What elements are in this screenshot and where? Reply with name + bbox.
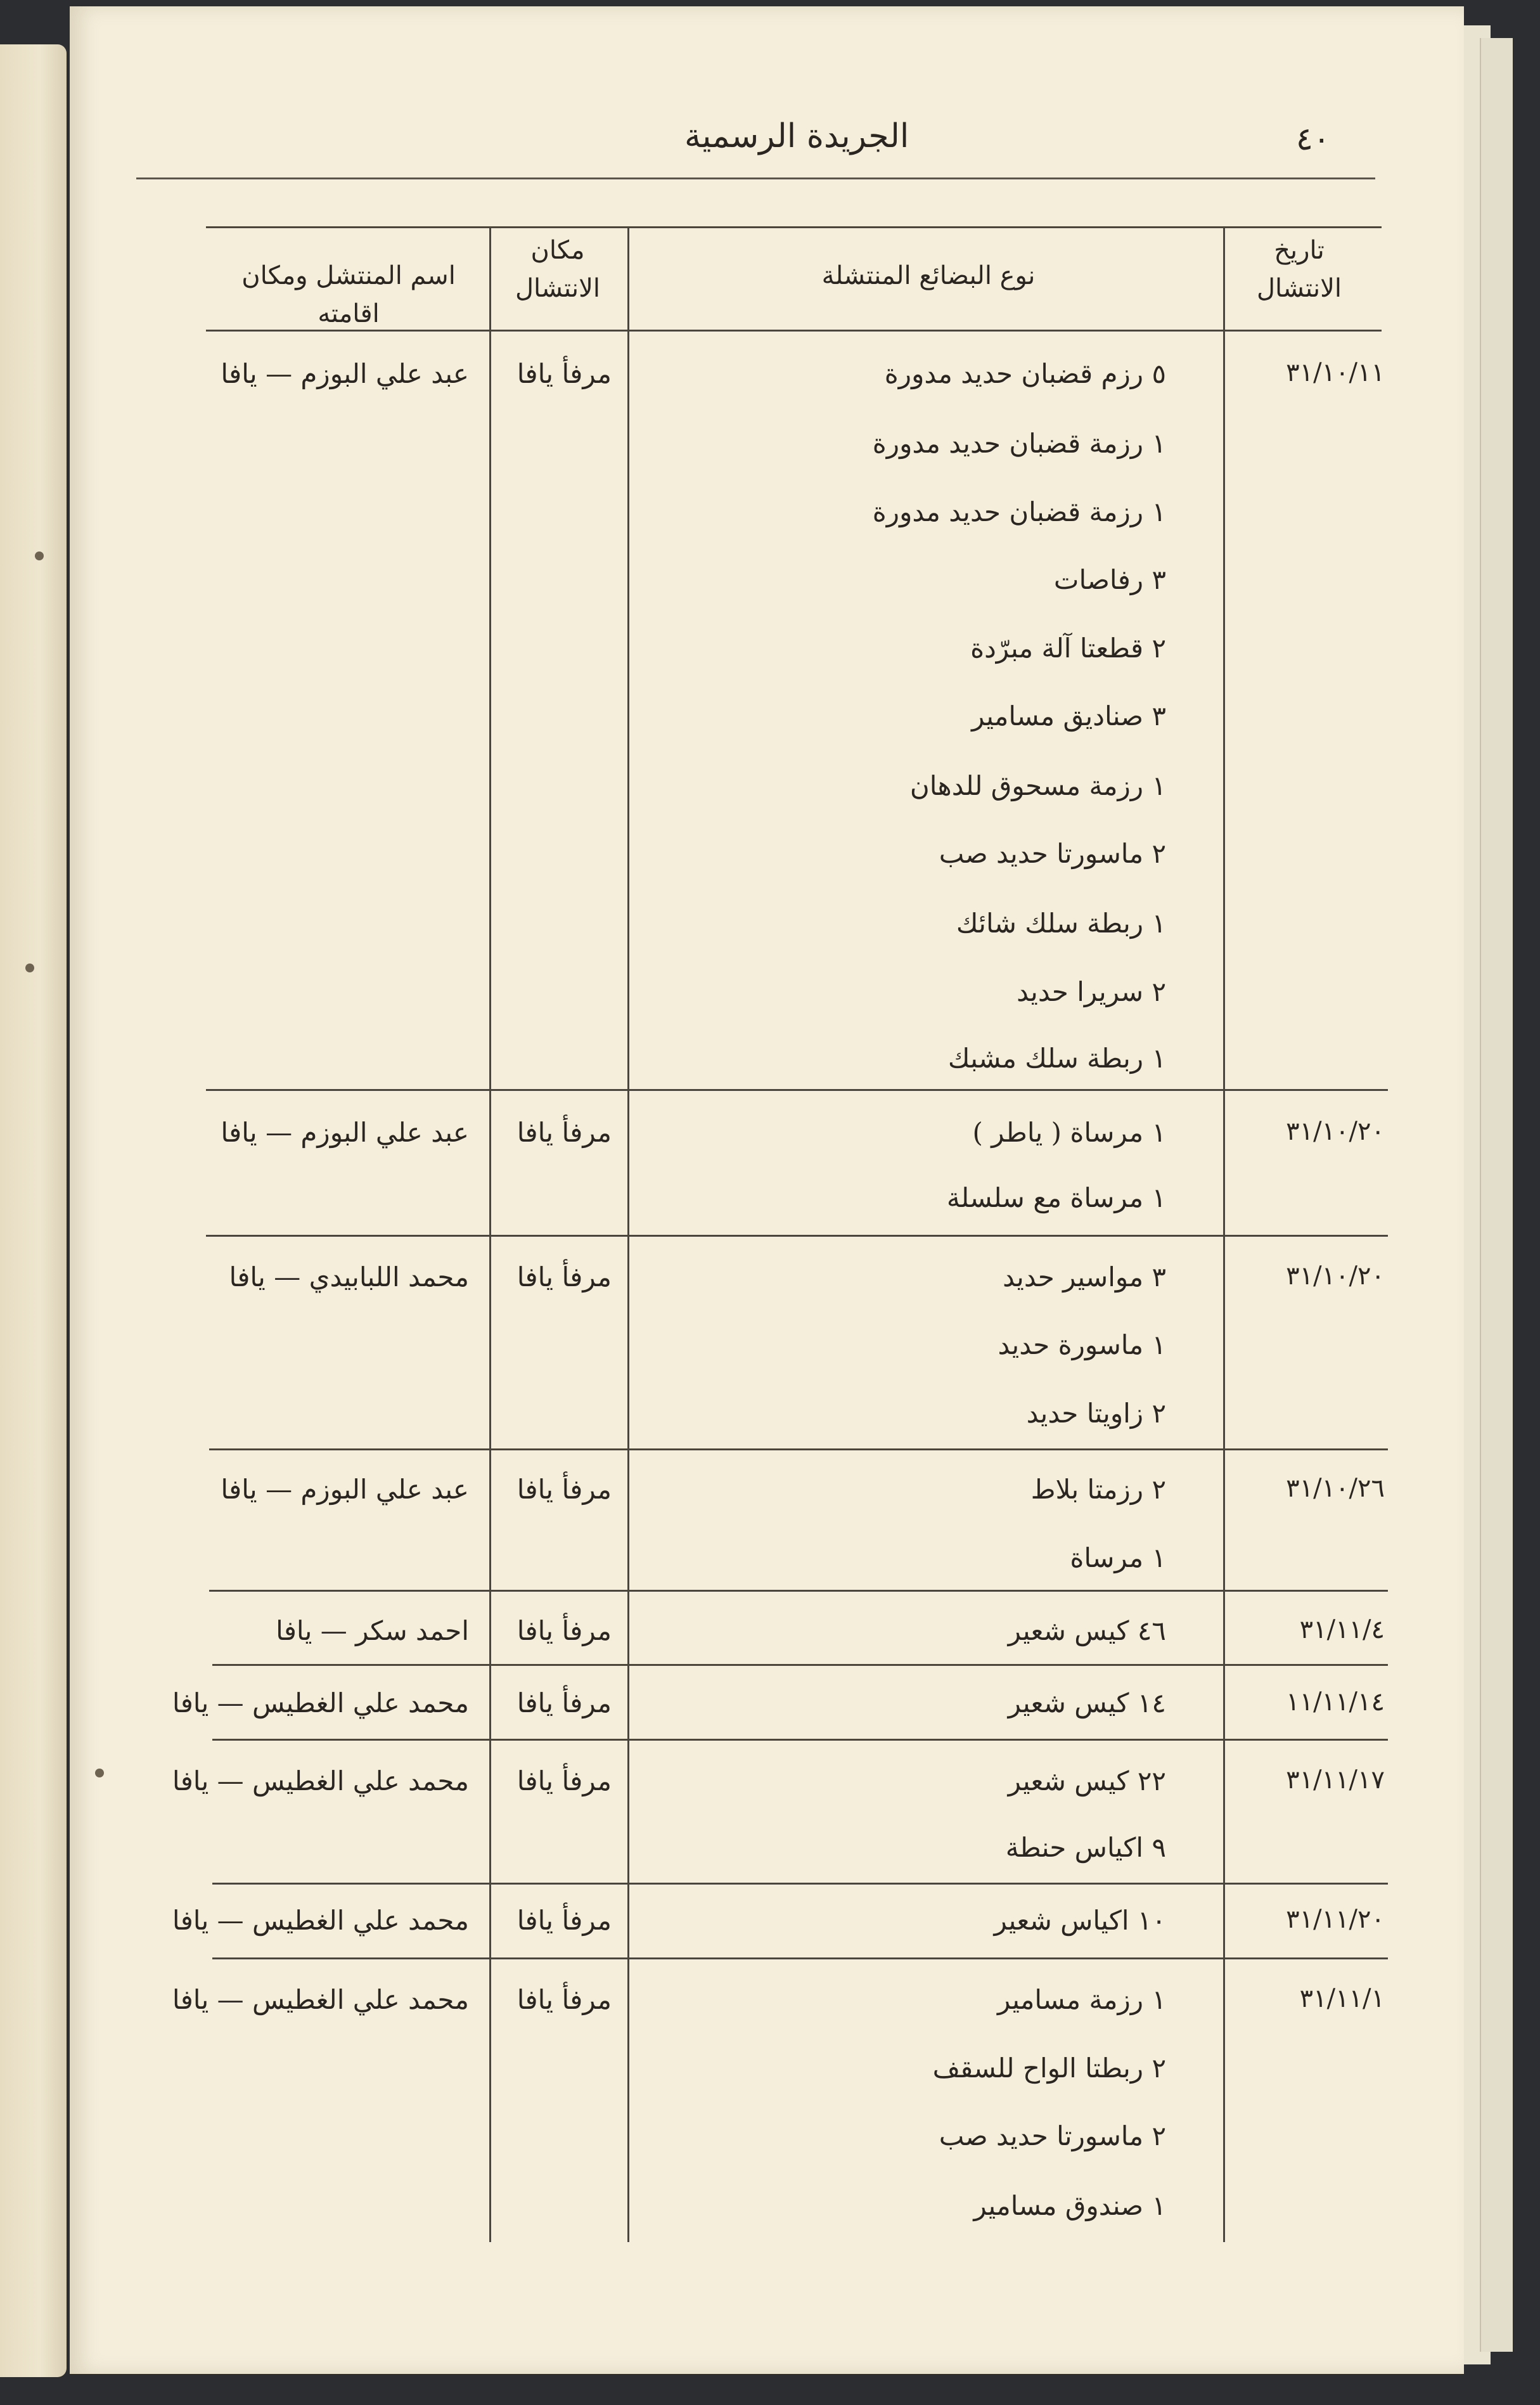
entry-name: احمد سكر — يافا (276, 1615, 469, 1646)
entry-place: مرفأ يافا (517, 1905, 612, 1936)
entry-date: ٣١/١٠/٢٠ (1286, 1117, 1385, 1146)
goods-line: ٣ مواسير حديد (1003, 1261, 1166, 1293)
entry-name: عبد علي البوزم — يافا (221, 1117, 469, 1148)
entry-date: ١١/١١/١٤ (1286, 1687, 1385, 1717)
goods-line: ٩ اكياس حنطة (1005, 1832, 1166, 1863)
column-divider (627, 226, 629, 2242)
entry-date: ٣١/١١/٢٠ (1286, 1905, 1385, 1934)
goods-line: ١ مرساة ( ياطر ) (972, 1117, 1166, 1148)
entry-date: ٣١/١١/٤ (1299, 1615, 1385, 1644)
entry-name: عبد علي البوزم — يافا (221, 1474, 469, 1505)
header-rule (136, 177, 1375, 179)
goods-line: ١ رزمة مسحوق للدهان (909, 770, 1166, 801)
entry-name: محمد علي الغطيس — يافا (172, 1687, 469, 1718)
page-title: الجريدة الرسمية (684, 117, 909, 155)
goods-line: ١ ربطة سلك مشبك (947, 1043, 1166, 1074)
column-header-place: مكان الانتشال (515, 236, 601, 303)
goods-line: ٢ ماسورتا حديد صب (939, 838, 1166, 869)
row-rule (212, 1739, 1388, 1741)
entry-place: مرفأ يافا (517, 1261, 612, 1293)
goods-line: ٣ صناديق مسامير (972, 700, 1166, 732)
goods-line: ٢ سريرا حديد (1017, 976, 1166, 1007)
goods-line: ١ مرساة مع سلسلة (946, 1182, 1166, 1213)
goods-line: ١٤ كيس شعير (1008, 1687, 1166, 1718)
entry-place: مرفأ يافا (517, 1984, 612, 2015)
entry-name: محمد علي الغطيس — يافا (172, 1905, 469, 1936)
goods-line: ١٠ اكياس شعير (994, 1905, 1166, 1936)
entry-place: مرفأ يافا (517, 358, 612, 389)
entry-name: محمد علي الغطيس — يافا (172, 1984, 469, 2015)
goods-line: ٥ رزم قضبان حديد مدورة (884, 358, 1166, 389)
goods-line: ٢ ربطتا الواح للسقف (932, 2053, 1166, 2084)
page-number: ٤٠ (1296, 120, 1330, 157)
row-rule (212, 1957, 1388, 1959)
column-divider (489, 226, 491, 2242)
goods-line: ٤٦ كيس شعير (1008, 1615, 1166, 1646)
row-rule (212, 1664, 1388, 1666)
column-header-goods: نوع البضائع المنتشلة (821, 261, 1036, 290)
entry-place: مرفأ يافا (517, 1117, 612, 1148)
row-rule (209, 1590, 1388, 1592)
entry-place: مرفأ يافا (517, 1615, 612, 1646)
goods-line: ١ ربطة سلك شائك (956, 908, 1166, 939)
entry-date: ٣١/١٠/٢٦ (1286, 1474, 1385, 1503)
entry-place: مرفأ يافا (517, 1474, 612, 1505)
goods-line: ١ صندوق مسامير (973, 2190, 1166, 2221)
entry-date: ٣١/١١/١٧ (1286, 1765, 1385, 1795)
row-rule (206, 1235, 1388, 1237)
entry-name: محمد علي الغطيس — يافا (172, 1765, 469, 1796)
goods-line: ٢ زاويتا حديد (1026, 1398, 1166, 1429)
page-stack-edge (1480, 38, 1513, 2352)
facing-page-edge (0, 44, 67, 2377)
entry-name: عبد علي البوزم — يافا (221, 358, 469, 389)
goods-line: ٢ ماسورتا حديد صب (939, 2120, 1166, 2151)
entry-name: محمد اللبابيدي — يافا (229, 1261, 469, 1293)
goods-line: ١ مرساة (1070, 1542, 1166, 1573)
column-header-date: تاريخ الانتشال (1256, 236, 1342, 303)
column-divider (1223, 226, 1225, 2242)
column-header-name: اسم المنتشل ومكان اقامته (241, 261, 456, 328)
entry-date: ٣١/١٠/٢٠ (1286, 1261, 1385, 1291)
goods-line: ٣ رفاصات (1053, 564, 1166, 595)
goods-line: ٢ رزمتا بلاط (1030, 1474, 1166, 1505)
goods-line: ٢٢ كيس شعير (1008, 1765, 1166, 1796)
binding-hole (25, 964, 34, 972)
goods-line: ٢ قطعتا آلة مبرّدة (970, 633, 1166, 664)
binding-hole (35, 551, 44, 560)
row-rule (209, 1448, 1388, 1450)
binding-hole (95, 1769, 104, 1777)
entry-place: مرفأ يافا (517, 1765, 612, 1796)
goods-line: ١ رزمة مسامير (998, 1984, 1166, 2015)
entry-date: ٣١/١١/١ (1299, 1984, 1385, 2013)
entry-date: ٣١/١٠/١١ (1286, 358, 1385, 387)
goods-line: ١ رزمة قضبان حديد مدورة (872, 428, 1166, 459)
goods-line: ١ ماسورة حديد (998, 1329, 1166, 1360)
goods-line: ١ رزمة قضبان حديد مدورة (872, 496, 1166, 527)
row-rule (212, 1883, 1388, 1885)
table-top-rule (206, 226, 1382, 228)
entry-place: مرفأ يافا (517, 1687, 612, 1718)
row-rule (206, 1089, 1388, 1091)
